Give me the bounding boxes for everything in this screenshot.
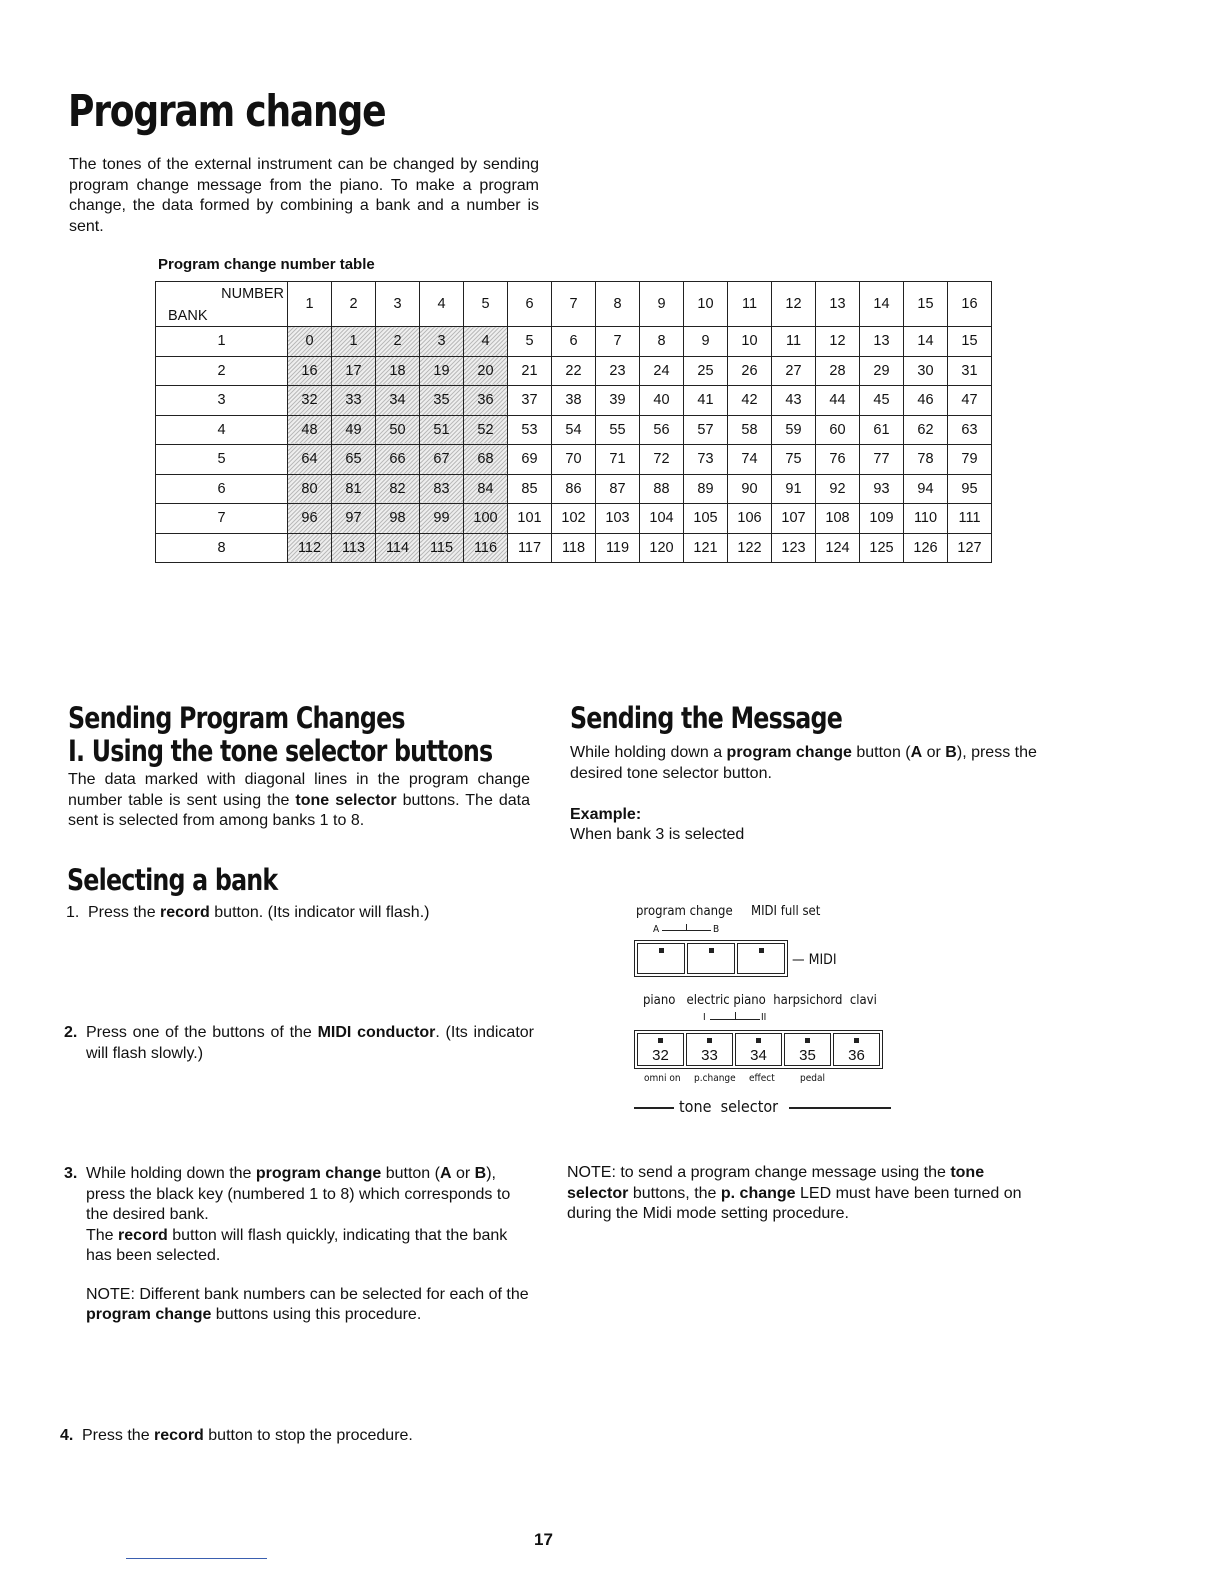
value-cell: 78 — [904, 445, 948, 475]
hatched-value-cell: 100 — [464, 504, 508, 534]
value-cell: 42 — [728, 386, 772, 416]
hatched-value-cell: 0 — [288, 327, 332, 357]
diagram-label-midi: — MIDI — [792, 952, 837, 968]
value-cell: 107 — [772, 504, 816, 534]
value-cell: 127 — [948, 533, 992, 563]
table-row — [156, 386, 992, 416]
tone-button-34[interactable]: 34 — [735, 1033, 782, 1066]
value-cell: 60 — [816, 415, 860, 445]
value-cell: 104 — [640, 504, 684, 534]
hatched-value-cell: 83 — [420, 474, 464, 504]
value-cell: 106 — [728, 504, 772, 534]
value-cell: 126 — [904, 533, 948, 563]
hatched-value-cell: 66 — [376, 445, 420, 475]
heading-using-tone-selector: I. Using the tone selector buttons — [68, 734, 493, 768]
header-bank-label: BANK — [168, 308, 208, 324]
value-cell: 12 — [816, 327, 860, 357]
value-cell: 69 — [508, 445, 552, 475]
value-cell: 119 — [596, 533, 640, 563]
value-cell: 121 — [684, 533, 728, 563]
hatched-value-cell: 50 — [376, 415, 420, 445]
hatched-value-cell: 2 — [376, 327, 420, 357]
header-number-label: NUMBER — [221, 286, 284, 302]
value-cell: 85 — [508, 474, 552, 504]
tone-selector-line-left — [634, 1107, 674, 1109]
value-cell: 30 — [904, 356, 948, 386]
value-cell: 77 — [860, 445, 904, 475]
value-cell: 62 — [904, 415, 948, 445]
value-cell: 53 — [508, 415, 552, 445]
page-number: 17 — [534, 1530, 553, 1549]
value-cell: 25 — [684, 356, 728, 386]
hatched-value-cell: 80 — [288, 474, 332, 504]
value-cell: 58 — [728, 415, 772, 445]
hatched-value-cell: 19 — [420, 356, 464, 386]
heading-sending-program-changes: Sending Program Changes — [68, 701, 405, 735]
tone-button-33[interactable]: 33 — [686, 1033, 733, 1066]
value-cell: 9 — [684, 327, 728, 357]
bank-cell: 7 — [156, 504, 288, 534]
hatched-value-cell: 1 — [332, 327, 376, 357]
value-cell: 46 — [904, 386, 948, 416]
intro-paragraph: The tones of the external instrument can be changed by sending program change message from the piano. To make a program change, the data formed by combining a bank and a number is sent. — [69, 156, 539, 235]
hatched-value-cell: 16 — [288, 356, 332, 386]
sending-message-paragraph: While holding down a program change button (A or B), press the desired tone selector button. — [570, 744, 1037, 782]
value-cell: 111 — [948, 504, 992, 534]
left-section-heading — [68, 702, 586, 768]
value-cell: 87 — [596, 474, 640, 504]
sub-label-omni-on: omni on — [644, 1073, 681, 1084]
value-cell: 23 — [596, 356, 640, 386]
value-cell: 14 — [904, 327, 948, 357]
value-cell: 28 — [816, 356, 860, 386]
hatched-value-cell: 82 — [376, 474, 420, 504]
value-cell: 37 — [508, 386, 552, 416]
table-header-row — [156, 282, 992, 327]
value-cell: 21 — [508, 356, 552, 386]
bank-cell: 1 — [156, 327, 288, 357]
value-cell: 22 — [552, 356, 596, 386]
example-text: When bank 3 is selected — [570, 826, 745, 843]
right-note: NOTE: to send a program change message using the tone selector buttons, the p. change LED must have been turned on during the Midi mode setting procedure. — [567, 1164, 1022, 1222]
hatched-value-cell: 33 — [332, 386, 376, 416]
hatched-value-cell: 68 — [464, 445, 508, 475]
hatched-value-cell: 49 — [332, 415, 376, 445]
led-icon — [756, 1038, 761, 1043]
diagram-i-ii-tick — [735, 1012, 736, 1019]
led-icon — [658, 1038, 663, 1043]
value-cell: 120 — [640, 533, 684, 563]
tone-selector-button-row — [634, 1030, 883, 1069]
footer-rule — [126, 1558, 267, 1559]
value-cell: 76 — [816, 445, 860, 475]
hatched-value-cell: 52 — [464, 415, 508, 445]
value-cell: 47 — [948, 386, 992, 416]
tone-button-32[interactable]: 32 — [637, 1033, 684, 1066]
value-cell: 43 — [772, 386, 816, 416]
value-cell: 61 — [860, 415, 904, 445]
value-cell: 39 — [596, 386, 640, 416]
value-cell: 29 — [860, 356, 904, 386]
hatched-value-cell: 65 — [332, 445, 376, 475]
diagram-ab-tick — [686, 924, 687, 931]
value-cell: 89 — [684, 474, 728, 504]
value-cell: 123 — [772, 533, 816, 563]
hatched-value-cell: 114 — [376, 533, 420, 563]
hatched-value-cell: 32 — [288, 386, 332, 416]
value-cell: 5 — [508, 327, 552, 357]
table-corner-cell — [156, 282, 288, 327]
value-cell: 103 — [596, 504, 640, 534]
value-cell: 125 — [860, 533, 904, 563]
tone-selector-line-right — [789, 1107, 891, 1109]
value-cell: 31 — [948, 356, 992, 386]
hatched-value-cell: 51 — [420, 415, 464, 445]
column-header: 6 — [508, 282, 552, 327]
value-cell: 45 — [860, 386, 904, 416]
hatched-value-cell: 4 — [464, 327, 508, 357]
tone-button-35[interactable]: 35 — [784, 1033, 831, 1066]
program-change-a-button[interactable] — [637, 943, 685, 974]
value-cell: 95 — [948, 474, 992, 504]
value-cell: 86 — [552, 474, 596, 504]
value-cell: 71 — [596, 445, 640, 475]
value-cell: 110 — [904, 504, 948, 534]
hatched-value-cell: 112 — [288, 533, 332, 563]
value-cell: 11 — [772, 327, 816, 357]
value-cell: 92 — [816, 474, 860, 504]
hatched-value-cell: 35 — [420, 386, 464, 416]
bank-cell: 2 — [156, 356, 288, 386]
value-cell: 90 — [728, 474, 772, 504]
tone-selector-label: tone selector — [679, 1097, 779, 1116]
hatched-value-cell: 67 — [420, 445, 464, 475]
table-row — [156, 474, 992, 504]
value-cell: 122 — [728, 533, 772, 563]
value-cell: 72 — [640, 445, 684, 475]
bank-cell: 8 — [156, 533, 288, 563]
right-heading-wrap — [570, 702, 902, 735]
tone-selector-paragraph: The data marked with diagonal lines in the program change number table is sent using the tone selector buttons. The data sent is selected from among banks 1 to 8. — [68, 771, 531, 829]
page-title: Program change — [68, 86, 386, 137]
column-header: 7 — [552, 282, 596, 327]
column-header: 2 — [332, 282, 376, 327]
value-cell: 59 — [772, 415, 816, 445]
hatched-value-cell: 84 — [464, 474, 508, 504]
hatched-value-cell: 48 — [288, 415, 332, 445]
column-header: 12 — [772, 282, 816, 327]
midi-full-set-button[interactable] — [737, 943, 785, 974]
value-cell: 101 — [508, 504, 552, 534]
heading-selecting-bank: Selecting a bank — [67, 863, 278, 897]
value-cell: 93 — [860, 474, 904, 504]
value-cell: 15 — [948, 327, 992, 357]
value-cell: 54 — [552, 415, 596, 445]
value-cell: 24 — [640, 356, 684, 386]
column-header: 4 — [420, 282, 464, 327]
value-cell: 117 — [508, 533, 552, 563]
table-row — [156, 445, 992, 475]
sub-label-effect: effect — [749, 1073, 775, 1084]
hatched-value-cell: 98 — [376, 504, 420, 534]
led-icon — [759, 948, 764, 953]
column-header: 9 — [640, 282, 684, 327]
column-header: 13 — [816, 282, 860, 327]
program-change-b-button[interactable] — [687, 943, 735, 974]
diagram-label-program-change: program change — [636, 904, 733, 919]
example-label: Example: — [570, 806, 642, 823]
value-cell: 6 — [552, 327, 596, 357]
table-row — [156, 356, 992, 386]
sub-label-pedal: pedal — [800, 1073, 825, 1084]
hatched-value-cell: 36 — [464, 386, 508, 416]
column-header: 14 — [860, 282, 904, 327]
hatched-value-cell: 96 — [288, 504, 332, 534]
column-header: 3 — [376, 282, 420, 327]
heading-sending-message: Sending the Message — [570, 701, 843, 735]
bank-cell: 5 — [156, 445, 288, 475]
value-cell: 13 — [860, 327, 904, 357]
led-icon — [854, 1038, 859, 1043]
value-cell: 88 — [640, 474, 684, 504]
hatched-value-cell: 81 — [332, 474, 376, 504]
value-cell: 73 — [684, 445, 728, 475]
column-header: 15 — [904, 282, 948, 327]
value-cell: 70 — [552, 445, 596, 475]
value-cell: 40 — [640, 386, 684, 416]
diagram-label-i: I — [703, 1012, 706, 1023]
column-header: 5 — [464, 282, 508, 327]
tone-button-36[interactable]: 36 — [833, 1033, 880, 1066]
value-cell: 26 — [728, 356, 772, 386]
value-cell: 27 — [772, 356, 816, 386]
bank-cell: 4 — [156, 415, 288, 445]
value-cell: 105 — [684, 504, 728, 534]
hatched-value-cell: 99 — [420, 504, 464, 534]
hatched-value-cell: 115 — [420, 533, 464, 563]
value-cell: 38 — [552, 386, 596, 416]
hatched-value-cell: 113 — [332, 533, 376, 563]
bank-cell: 6 — [156, 474, 288, 504]
column-header: 10 — [684, 282, 728, 327]
value-cell: 41 — [684, 386, 728, 416]
table-row — [156, 415, 992, 445]
value-cell: 8 — [640, 327, 684, 357]
program-change-button-row — [634, 940, 788, 977]
hatched-value-cell: 116 — [464, 533, 508, 563]
column-header: 1 — [288, 282, 332, 327]
table-row — [156, 327, 992, 357]
column-header: 8 — [596, 282, 640, 327]
value-cell: 7 — [596, 327, 640, 357]
selecting-bank-heading-wrap — [67, 864, 324, 897]
value-cell: 44 — [816, 386, 860, 416]
table-caption: Program change number table — [158, 256, 375, 273]
diagram-label-a: A — [653, 924, 660, 935]
table-row — [156, 504, 992, 534]
value-cell: 10 — [728, 327, 772, 357]
table-row — [156, 533, 992, 563]
led-icon — [707, 1038, 712, 1043]
column-header: 11 — [728, 282, 772, 327]
sub-label-p-change: p.change — [694, 1073, 736, 1084]
value-cell: 102 — [552, 504, 596, 534]
value-cell: 57 — [684, 415, 728, 445]
value-cell: 63 — [948, 415, 992, 445]
diagram-i-ii-line — [710, 1019, 760, 1020]
bank-cell: 3 — [156, 386, 288, 416]
value-cell: 56 — [640, 415, 684, 445]
value-cell: 74 — [728, 445, 772, 475]
diagram-label-b: B — [713, 924, 720, 935]
hatched-value-cell: 18 — [376, 356, 420, 386]
hatched-value-cell: 97 — [332, 504, 376, 534]
hatched-value-cell: 20 — [464, 356, 508, 386]
value-cell: 94 — [904, 474, 948, 504]
diagram-label-ii: II — [761, 1012, 767, 1023]
diagram-label-midi-full-set: MIDI full set — [751, 904, 821, 919]
hatched-value-cell: 64 — [288, 445, 332, 475]
value-cell: 108 — [816, 504, 860, 534]
value-cell: 55 — [596, 415, 640, 445]
value-cell: 75 — [772, 445, 816, 475]
hatched-value-cell: 17 — [332, 356, 376, 386]
value-cell: 109 — [860, 504, 904, 534]
diagram-tone-labels: piano electric piano harpsichord clavi — [643, 993, 877, 1008]
program-change-table — [155, 281, 992, 563]
value-cell: 79 — [948, 445, 992, 475]
value-cell: 118 — [552, 533, 596, 563]
value-cell: 91 — [772, 474, 816, 504]
hatched-value-cell: 34 — [376, 386, 420, 416]
column-header: 16 — [948, 282, 992, 327]
hatched-value-cell: 3 — [420, 327, 464, 357]
value-cell: 124 — [816, 533, 860, 563]
led-icon — [709, 948, 714, 953]
led-icon — [659, 948, 664, 953]
led-icon — [805, 1038, 810, 1043]
